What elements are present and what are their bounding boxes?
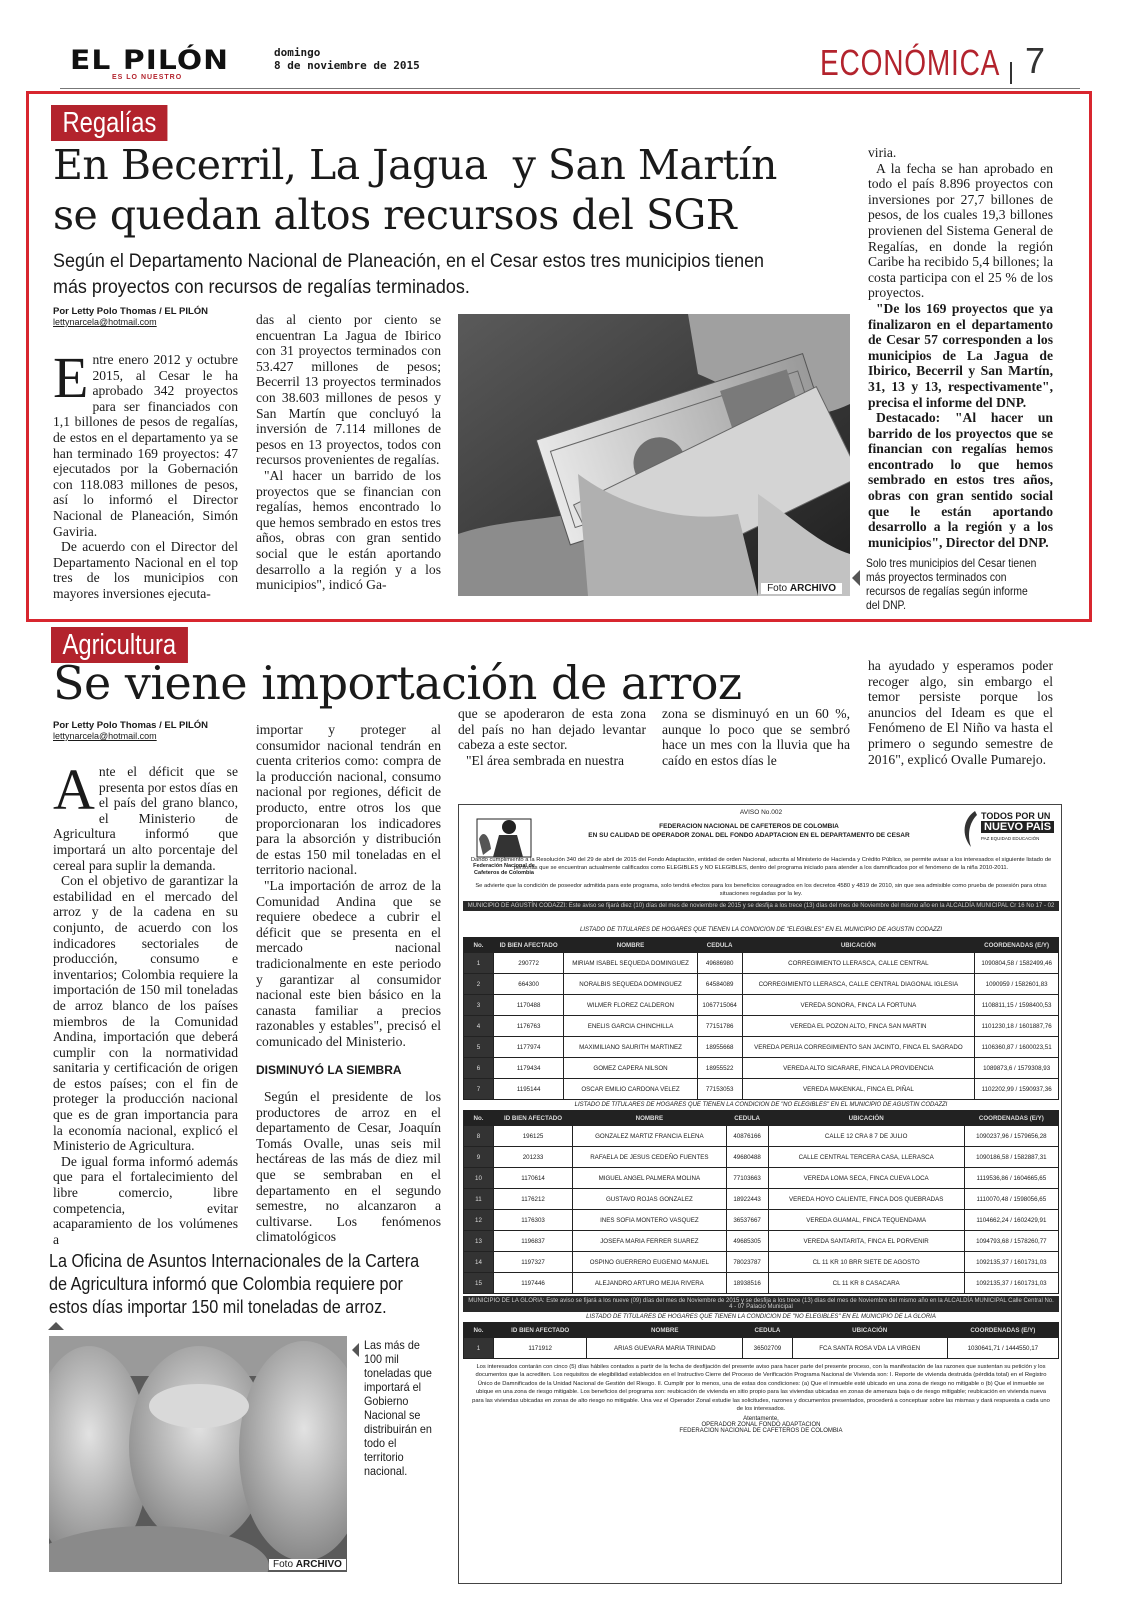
table-cell: MIGUEL ANGEL PALMERA MOLINA xyxy=(573,1168,727,1189)
table-cell: VEREDA PERIJA CORREGIMIENTO SAN JACINTO, FINCA EL SAGRADO xyxy=(742,1037,975,1058)
table-cell: 1176763 xyxy=(494,1016,564,1037)
article2-col4-p1: zona se disminuyó en un 60 %, aunque lo poco que se sembró hace un mes con la lluvia que ha caído en estos días le xyxy=(662,706,850,768)
article2-col3-p2: "El área sembrada en nuestra xyxy=(466,752,625,768)
table-row xyxy=(464,953,1059,974)
notice-footer-text: Los interesados contarán con cinco (5) días hábiles contados a partir de la fecha de desfijación del presente aviso para hacer parte del presente proceso, con la manifestación de las razones que sustentan su petición y los documentos que la acrediten. Los requisitos de elegibilidad establecidos en el Instructivo Cierre del Proceso de Verificación Programa Nacional de Vivienda son: I. Reporte de vivienda destruida (pérdida total) en el Registro Único de Damnificados de la Unidad Nacional de Gestión del Riesgo. II. Cumplir por lo menos, una de estas dos condiciones: (a) Que el inmueble esté ubicado en una zona de riesgo no mitigable o (b) Que el inmueble se ubique en una zona de riesgo mitigable. Los beneficios del programa son: reubicación de vivienda en sitio propio para las viviendas ubicadas en zonas de amenaza baja o de riesgo mitigable; reubicación en vivienda nueva para las viviendas ubicadas en zonas de alto riesgo no mitigable. Una vez el Operador Zonal estudie las solicitudes, razones y documentos presentados, procederá a conceptuar sobre las mismas y dará respuesta a cada uno de los interesados. xyxy=(472,1364,1050,1413)
section-tag-regalias: Regalías xyxy=(51,105,168,141)
notice-header-cell: NOMBRE xyxy=(573,1111,727,1126)
notice-signature1: OPERADOR ZONAL FONDO ADAPTACION xyxy=(701,1422,821,1429)
article1-col2 xyxy=(256,312,441,593)
table-cell: VEREDA ALTO SICARARE, FINCA LA PROVIDENCIA xyxy=(742,1058,975,1079)
table-cell: 1110070,48 / 1598056,65 xyxy=(964,1189,1058,1210)
table-cell: 18955668 xyxy=(697,1037,742,1058)
table-cell: 1101230,18 / 1601887,76 xyxy=(975,1016,1059,1037)
notice-header-cell: CEDULA xyxy=(697,938,742,953)
article2-col3 xyxy=(458,706,646,768)
table-cell: 10 xyxy=(464,1168,494,1189)
table-cell: 49680488 xyxy=(726,1147,768,1168)
masthead-date-text: 8 de noviembre de 2015 xyxy=(274,59,420,72)
article2-col4 xyxy=(662,706,850,768)
table-cell: 6 xyxy=(464,1058,494,1079)
notice-band2: MUNICIPIO DE LA GLORIA: Este aviso se fijará a los nueve (09) días del mes de Noviembre de 2015 y se desfija a los trece (13) días del mes de Noviembre del mismo año en la ALCALDÍA MUNICIPAL Calle Central No. 4 - 07 Palacio Municipal xyxy=(463,1296,1059,1312)
table-cell: 1196837 xyxy=(494,1231,573,1252)
table-row xyxy=(464,1079,1059,1100)
logo-text: EL PILÓN xyxy=(70,45,230,76)
table-cell: 49685305 xyxy=(726,1231,768,1252)
gov-logo-line3: PAZ EQUIDAD EDUCACIÓN xyxy=(981,836,1040,841)
dropcap-e: E xyxy=(53,345,89,410)
notice-header-cell: ID BIEN AFECTADO xyxy=(494,938,564,953)
table-cell: GOMEZ CAPERA NILSON xyxy=(564,1058,698,1079)
article2-col2-p1: importar y proteger al consumidor nacional tendrán en cuenta criterios como: compra de la producción nacional, consumo nacional por regiones, déficit de producto, entre otros los que proporcionaran los indicadores para la absorción y distribución de estas 150 mil toneladas en el territorio nacional. xyxy=(256,722,441,878)
table-cell: 3 xyxy=(464,995,494,1016)
table-cell: GUSTAVO ROJAS GONZALEZ xyxy=(573,1189,727,1210)
section-divider xyxy=(1010,62,1012,84)
notice-header-cell: COORDENADAS (E/Y) xyxy=(964,1111,1058,1126)
table-cell: 4 xyxy=(464,1016,494,1037)
notice-header-cell: NOMBRE xyxy=(587,1323,743,1338)
table-cell: 18922443 xyxy=(726,1189,768,1210)
table-cell: 11 xyxy=(464,1189,494,1210)
gov-logo-line2: NUEVO PAÍS xyxy=(981,821,1054,833)
table-cell: NORALBIS SEQUEDA DOMINGUEZ xyxy=(564,974,698,995)
dropcap-a: A xyxy=(53,757,95,822)
notice-table-gloria xyxy=(463,1322,1059,1359)
table-cell: 36537667 xyxy=(726,1210,768,1231)
table-cell: RAFAELA DE JESUS CEDEÑO FUENTES xyxy=(573,1147,727,1168)
pullquote-arrow-icon xyxy=(48,1322,64,1330)
notice-intro: Dando cumplimiento a la Resolución 340 del 29 de abril de 2015 del Fondo Adaptación, entidad de orden Nacional, adscrita al Ministerio de Hacienda y Crédito Público, se permite avisar a los interesados el siguiente listado de personas que se encuentran actualmente calificados como ELEGIBLES y NO ELEGIBLES, dentro del programa iniciado para atender a los damnificados por el fenómeno de la niña 2010-2011. xyxy=(470,857,1052,871)
table-cell: 12 xyxy=(464,1210,494,1231)
table-row xyxy=(464,1147,1059,1168)
article1-email[interactable]: lettynarcela@hotmail.com xyxy=(53,317,157,327)
table-cell: 1092135,37 / 1601731,03 xyxy=(964,1252,1058,1273)
table-cell: 1089873,6 / 1579308,93 xyxy=(975,1058,1059,1079)
article2-photo-credit xyxy=(269,1559,346,1570)
notice-table-header-3 xyxy=(464,1323,1059,1338)
table-row xyxy=(464,1210,1059,1231)
article1-photo-credit xyxy=(761,583,842,594)
table-cell: 1119536,86 / 1604665,65 xyxy=(964,1168,1058,1189)
table-cell: 14 xyxy=(464,1252,494,1273)
article1-col1 xyxy=(53,345,238,602)
coffee-grower-icon xyxy=(469,809,539,859)
photo-credit-name-2: ARCHIVO xyxy=(295,1559,342,1570)
table-cell: 1197327 xyxy=(494,1252,573,1273)
table-row xyxy=(464,1168,1059,1189)
notice-list1-title: LISTADO DE TITULARES DE HOGARES QUE TIENEN LA CONDICION DE "ELEGIBLES" EN EL MUNICIPIO DE AGUSTIN CODAZZI xyxy=(580,927,942,933)
rice-sacks-illustration xyxy=(49,1336,347,1572)
notice-header-cell: COORDENADAS (E/Y) xyxy=(947,1323,1058,1338)
notice-header-cell: ID BIEN AFECTADO xyxy=(494,1323,587,1338)
table-row xyxy=(464,1037,1059,1058)
notice-header-cell: UBICACIÓN xyxy=(792,1323,947,1338)
article2-byline-block xyxy=(53,720,253,741)
table-cell: VEREDA SANTARITA, FINCA EL PORVENIR xyxy=(768,1231,964,1252)
table-cell: 290772 xyxy=(494,953,564,974)
table-cell: 1090804,58 / 1582499,46 xyxy=(975,953,1059,974)
table-row xyxy=(464,1252,1059,1273)
table-cell: CL 11 KR 10 BRR SIETE DE AGOSTO xyxy=(768,1252,964,1273)
table-cell: VEREDA GUAMAL, FINCA TEQUENDAMA xyxy=(768,1210,964,1231)
article1-headline-line1: En Becerril, La Jagua y San Martín xyxy=(53,141,777,189)
table-cell: VEREDA LOMA SECA, FINCA CUEVA LOCA xyxy=(768,1168,964,1189)
notice-header-cell: UBICACIÓN xyxy=(742,938,975,953)
table-cell: 196125 xyxy=(494,1126,573,1147)
article1-caption: Solo tres municipios del Cesar tienen más proyectos terminados con recursos de regalías según informe del DNP. xyxy=(866,556,1037,612)
notice-band1: MUNICIPIO DE AGUSTÍN CODAZZI: Este aviso se fijará diez (10) días del mes de noviembre de 2015 y se desfija a los trece (13) días del mes de Noviembre del mismo año en la ALCALDÍA MUNICIPAL Cr 16 No 17 - 02 xyxy=(463,901,1059,911)
article2-col1 xyxy=(53,757,238,1247)
table-cell: CALLE CENTRAL TERCERA CASA, LLERASCA xyxy=(768,1147,964,1168)
table-cell: GONZALEZ MARTIZ FRANCIA ELENA xyxy=(573,1126,727,1147)
legal-notice xyxy=(458,804,1062,1584)
article2-col1-p1 xyxy=(53,757,238,873)
article1-col2-p1: das al ciento por ciento se encuentran La Jagua de Ibirico con 31 proyectos terminados con 53.427 millones de pesos; Becerril 13 proyectos terminados con 38.603 millones de pesos y San Martín que concluyó la inversión de 7.114 millones de pesos en 13 proyectos, todos con recursos provenientes de regalías. xyxy=(256,312,441,468)
notice-header-cell: No. xyxy=(464,1323,494,1338)
table-cell: 40876166 xyxy=(726,1126,768,1147)
table-cell: 1090959 / 1582601,83 xyxy=(975,974,1059,995)
article2-subhead: DISMINUYÓ LA SIEMBRA xyxy=(256,1063,402,1078)
table-cell: 36502709 xyxy=(743,1338,793,1359)
fed-logo-text: Federación Nacional de Cafeteros de Colombia xyxy=(473,863,535,876)
notice-list3-title: LISTADO DE TITULARES DE HOGARES QUE TIENEN LA CONDICION DE "NO ELEGIBLES" EN EL MUNICIPIO DE LA GLORIA xyxy=(586,1314,936,1320)
table-cell: 77153053 xyxy=(697,1079,742,1100)
article1-byline-block xyxy=(53,306,253,327)
table-cell: 49686980 xyxy=(697,953,742,974)
table-cell: 9 xyxy=(464,1147,494,1168)
table-cell: 1108811,15 / 1598400,53 xyxy=(975,995,1059,1016)
article1-photo-money xyxy=(458,314,850,596)
table-cell: 15 xyxy=(464,1273,494,1294)
photo-credit-prefix: Foto xyxy=(767,583,790,594)
table-cell: 77151786 xyxy=(697,1016,742,1037)
article1-headline xyxy=(53,140,873,240)
article2-col5-p1: ha ayudado y esperamos poder recoger algo, sin embargo el temor persiste porque los anuncios del Ideam es que el Fenómeno de El Niño va hasta el primero o segundo semestre de 2016", explicó Ovalle Pumarejo. xyxy=(868,658,1053,767)
table-row xyxy=(464,1126,1059,1147)
notice-intro2: Se advierte que la condición de poseedor admitida para este programa, solo tendrá efectos para los beneficios consagrados en los decretos 4580 y 4819 de 2010, sin que sea admisible como prueba de posesión para otras situaciones reguladas por la ley. xyxy=(475,883,1047,897)
table-cell: VEREDA SONORA, FINCA LA FORTUNA xyxy=(742,995,975,1016)
notice-table-wrap xyxy=(463,937,1059,1434)
table-cell: 1 xyxy=(464,953,494,974)
table-cell: 18955522 xyxy=(697,1058,742,1079)
article1-byline: Por Letty Polo Thomas / EL PILÓN xyxy=(53,306,209,317)
article1-col3 xyxy=(868,145,1053,550)
article2-col1-text1: nte el déficit que se presenta por estos días en el país del grano blanco, el Ministerio de Agricultura informó que importará un alto porcentaje del cereal para suplir la demanda. xyxy=(53,764,238,873)
article2-col3-p1: que se apoderaron de esta zona del país no han dejado levantar cabeza a este sector. xyxy=(458,706,646,753)
notice-header-cell: No. xyxy=(464,1111,494,1126)
notice-table-no-elegibles xyxy=(463,1110,1059,1294)
table-cell: OSPINO GUERRERO EUGENIO MANUEL xyxy=(573,1252,727,1273)
table-cell: 78023787 xyxy=(726,1252,768,1273)
article2-pullquote: La Oficina de Asuntos Internacionales de la Cartera de Agricultura informó que Colombia requiere por estos días importar 150 mil toneladas de arroz. xyxy=(49,1251,420,1317)
article2-headline: Se viene importación de arroz xyxy=(53,656,742,710)
masthead-date xyxy=(274,46,420,72)
article1-col3-p2: A la fecha se han aprobado en todo el país 8.896 proyectos con inversiones por 27,7 billones de pesos, de los cuales 19,3 billones provienen del Sistema General de Regalías, en donde la región Caribe ha recibido 5,4 billones; la costa participa con el 25 % de los proyectos. xyxy=(868,160,1053,301)
article1-col1-text1: ntre enero 2012 y octubre 2015, al Cesar le ha aprobado 342 proyectos para ser financiados con 1,1 billones de pesos de regalías, de estos en el departamento ya se han terminado 169 proyectos: 47 ejecutados por la Gobernación con 118.083 millones de pesos, así lo informó el Director Nacional de Planeación, Simón Gaviria. xyxy=(53,352,238,539)
table-cell: 1171912 xyxy=(494,1338,587,1359)
table-row xyxy=(464,1338,1059,1359)
photo-credit-prefix-2: Foto xyxy=(273,1559,296,1570)
table-cell: 64584089 xyxy=(697,974,742,995)
table-cell: CALLE 12 CRA 8 7 DE JULIO xyxy=(768,1126,964,1147)
notice-header-cell: CEDULA xyxy=(726,1111,768,1126)
table-cell: 1094793,68 / 1578260,77 xyxy=(964,1231,1058,1252)
table-cell: 77103663 xyxy=(726,1168,768,1189)
table-row xyxy=(464,1016,1059,1037)
article2-col1-p2: Con el objetivo de garantizar la estabilidad en el mercado del arroz y de la cadena en su conjunto, de acuerdo con los indicadores sectoriales de producción, consumo e inventarios; Colombia requiere la importación de 150 mil toneladas de arroz blanco de los países miembros de la Comunidad Andina, importación que deberá cumplir con la normatividad sanitaria y certificación de origen de estos países; con el fin de proteger la producción nacional que es de gran importancia para la economía nacional, explicó el Ministerio de Agricultura. xyxy=(53,873,238,1154)
table-cell: MIRIAM ISABEL SEQUEDA DOMINGUEZ xyxy=(564,953,698,974)
notice-table-elegibles xyxy=(463,937,1059,1100)
table-cell: ALEJANDRO ARTURO MEJIA RIVERA xyxy=(573,1273,727,1294)
notice-org-subtitle: EN SU CALIDAD DE OPERADOR ZONAL DEL FONDO ADAPTACION EN EL DEPARTAMENTO DE CESAR xyxy=(588,832,910,839)
table-cell: WILMER FLOREZ CALDERON xyxy=(564,995,698,1016)
article2-caption: Las más de 100 mil toneladas que importará el Gobierno Nacional se distribuirán en todo el territorio nacional. xyxy=(364,1338,432,1478)
notice-closing: Atentamente, xyxy=(743,1416,779,1423)
notice-org-title: FEDERACION NACIONAL DE CAFETEROS DE COLOMBIA xyxy=(659,823,839,830)
article1-col3-p3: "De los 169 proyectos que ya finalizaron en el departamento de Cesar 57 corresponden a los municipios de La Jagua de Ibirico, Becerril y San Martín, 31, 13 y 13, respectivamente", precisa el informe del DNP. xyxy=(868,300,1053,410)
article1-col1-p2: De acuerdo con el Director del Departamento Nacional en el top tres de los municipios con mayores inversiones ejecuta- xyxy=(53,539,238,601)
notice-header-cell: NOMBRE xyxy=(564,938,698,953)
section-name: ECONÓMICA xyxy=(820,42,1001,83)
table-cell: 18938516 xyxy=(726,1273,768,1294)
table-row xyxy=(464,974,1059,995)
article2-byline: Por Letty Polo Thomas / EL PILÓN xyxy=(53,720,209,731)
table-cell: 201233 xyxy=(494,1147,573,1168)
money-illustration xyxy=(458,314,850,596)
table-cell: 5 xyxy=(464,1037,494,1058)
table-cell: MAXIMILIANO SAURITH MARTINEZ xyxy=(564,1037,698,1058)
table-cell: 1067715064 xyxy=(697,995,742,1016)
article1-headline-line2: se quedan altos recursos del SGR xyxy=(53,191,737,239)
table-cell: 8 xyxy=(464,1126,494,1147)
table-cell: 1170614 xyxy=(494,1168,573,1189)
table-cell: 2 xyxy=(464,974,494,995)
notice-header-cell: CEDULA xyxy=(743,1323,793,1338)
table-cell: 1092135,37 / 1601731,03 xyxy=(964,1273,1058,1294)
table-cell: 1195144 xyxy=(494,1079,564,1100)
caption-arrow-icon-2 xyxy=(352,1343,359,1357)
notice-list2-title: LISTADO DE TITULARES DE HOGARES QUE TIENEN LA CONDICION DE "NO ELEGIBLES" EN EL MUNICIPIO DE AGUSTIN CODAZZI xyxy=(574,1102,948,1108)
masthead xyxy=(0,38,1140,90)
article1-col2-p2: "Al hacer un barrido de los proyectos que se financian con regalías, hemos encontrado lo que hemos sembrado en estos tres años, obras con gran sentido social que le están aportando desarrollo a la región y a los municipios", indicó Ga- xyxy=(256,467,441,593)
photo-credit-name: ARCHIVO xyxy=(789,583,836,594)
table-cell: 1177974 xyxy=(494,1037,564,1058)
table-cell: 1176212 xyxy=(494,1189,573,1210)
table-row xyxy=(464,1231,1059,1252)
table-row xyxy=(464,1058,1059,1079)
article2-photo-rice xyxy=(49,1336,347,1572)
logo xyxy=(70,45,260,88)
notice-aviso: AVISO No.002 xyxy=(739,809,783,816)
table-cell: 1197446 xyxy=(494,1273,573,1294)
table-cell: CORREGIMIENTO LLERASCA, CALLE CENTRAL DIAGONAL IGLESIA xyxy=(742,974,975,995)
table-cell: 1176303 xyxy=(494,1210,573,1231)
article2-col1-p3: De igual forma informó además que para el fortalecimiento del libre comercio, libre competencia, evitar acaparamiento de los volúmenes a xyxy=(53,1153,238,1247)
table-cell: 1090237,96 / 1579656,28 xyxy=(964,1126,1058,1147)
table-cell: VEREDA HOYO CALIENTE, FINCA DOS QUEBRADAS xyxy=(768,1189,964,1210)
table-cell: 1106360,87 / 1600023,51 xyxy=(975,1037,1059,1058)
table-cell: ENELIS GARCIA CHINCHILLA xyxy=(564,1016,698,1037)
notice-table-header-2 xyxy=(464,1111,1059,1126)
table-cell: INES SOFIA MONTERO VASQUEZ xyxy=(573,1210,727,1231)
table-cell: OSCAR EMILIO CARDONA VELEZ xyxy=(564,1079,698,1100)
article2-col5 xyxy=(868,658,1053,767)
article2-email[interactable]: lettynarcela@hotmail.com xyxy=(53,731,157,741)
page-number: 7 xyxy=(1025,40,1046,81)
table-cell: 13 xyxy=(464,1231,494,1252)
notice-header-cell: ID BIEN AFECTADO xyxy=(494,1111,573,1126)
table-cell: CL 11 KR 8 CASACARA xyxy=(768,1273,964,1294)
article1-col3-p4: Destacado: "Al hacer un barrido de los proyectos que se financian con regalías hemos encontrado lo que hemos sembrado en estos tres años, obras con gran sentido social que le están aportando desarrollo a la región y a los municipios", Director del DNP. xyxy=(868,410,1053,550)
table-cell: 1102202,99 / 1590937,36 xyxy=(975,1079,1059,1100)
table-cell: 1 xyxy=(464,1338,494,1359)
table-cell: 1030641,71 / 1444550,17 xyxy=(947,1338,1058,1359)
masthead-rule xyxy=(60,88,1080,89)
article1-deck: Según el Departamento Nacional de Planeación, en el Cesar estos tres municipios tienen más proyectos con recursos de regalías terminados. xyxy=(53,250,765,298)
article1-col1-p1 xyxy=(53,345,238,539)
table-cell: VEREDA EL POZON ALTO, FINCA SAN MARTIN xyxy=(742,1016,975,1037)
notice-signature2: FEDERACION NACIONAL DE CAFETEROS DE COLOMBIA xyxy=(679,1428,843,1435)
table-cell: 664300 xyxy=(494,974,564,995)
gov-logo xyxy=(959,807,1057,853)
article2-col2-p3: Según el presidente de los productores de arroz en el departamento de Cesar, Joaquín Tomás Ovalle, unas seis mil hectáreas de las más de diez mil que se sembraban en el departamento en el segundo semestre, no alcanzaron a cultivarse. Los fenómenos climatológicos xyxy=(256,1089,441,1245)
table-row xyxy=(464,1273,1059,1294)
article1-col3-p1: viria. xyxy=(868,145,897,160)
table-cell: 7 xyxy=(464,1079,494,1100)
masthead-day: domingo xyxy=(274,46,321,59)
table-row xyxy=(464,1189,1059,1210)
table-cell: 1104662,24 / 1602429,91 xyxy=(964,1210,1058,1231)
table-cell: 1090186,58 / 1582887,31 xyxy=(964,1147,1058,1168)
article2-col2 xyxy=(256,722,441,1245)
notice-table-header xyxy=(464,938,1059,953)
section-tag-agricultura: Agricultura xyxy=(51,627,188,663)
table-cell: FCA SANTA ROSA VDA LA VIRGEN xyxy=(792,1338,947,1359)
table-cell: ARIAS GUEVARA MARIA TRINIDAD xyxy=(587,1338,743,1359)
logo-tagline: ES LO NUESTRO xyxy=(112,74,183,81)
notice-header-cell: No. xyxy=(464,938,494,953)
table-cell: JOSEFA MARIA FERRER SUAREZ xyxy=(573,1231,727,1252)
article2-col2-p2: "La importación de arroz de la Comunidad Andina que se requiere obedece a cubrir el déficit que se presenta en el mercado nacional tradicionalmente en este periodo y garantizar al consumidor nacional este bien básico en la canasta familiar a precios razonables y estables", precisó el comunicado del Ministerio. xyxy=(256,877,441,1049)
table-cell: 1179434 xyxy=(494,1058,564,1079)
notice-header-cell: UBICACIÓN xyxy=(768,1111,964,1126)
flag-swoosh-icon xyxy=(959,809,979,849)
table-row xyxy=(464,995,1059,1016)
notice-header-cell: COORDENADAS (E/Y) xyxy=(975,938,1059,953)
table-cell: VEREDA MAKENKAL, FINCA EL PIÑAL xyxy=(742,1079,975,1100)
gov-logo-line1: TODOS POR UN xyxy=(981,811,1051,821)
table-cell: CORREGIMIENTO LLERASCA, CALLE CENTRAL xyxy=(742,953,975,974)
caption-arrow-icon xyxy=(852,570,860,586)
table-cell: 1170488 xyxy=(494,995,564,1016)
